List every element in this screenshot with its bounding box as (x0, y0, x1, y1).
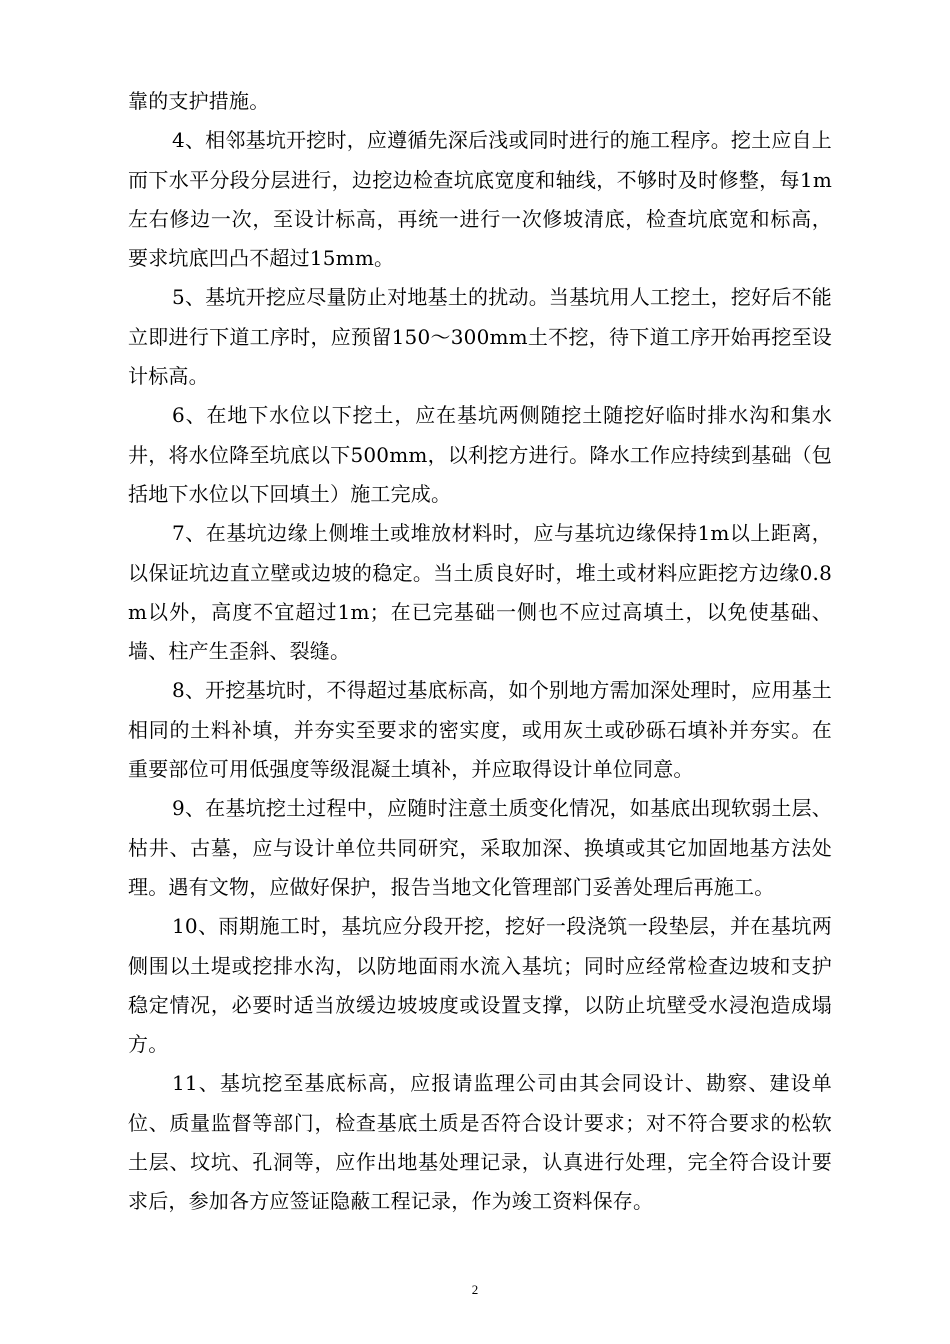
paragraph-item-10: 10、雨期施工时，基坑应分段开挖，挖好一段浇筑一段垫层，并在基坑两侧围以土堤或挖排水沟，以防地面雨水流入基坑；同时应经常检查边坡和支护稳定情况，必要时适当放缓边坡坡度或设置支撑，以防止坑壁受水浸泡造成塌方。 (128, 914, 832, 1057)
paragraph-continuation: 靠的支护措施。 (128, 89, 270, 113)
page-number: 2 (471, 1282, 479, 1297)
paragraph-item-8: 8、开挖基坑时，不得超过基底标高，如个别地方需加深处理时，应用基土相同的土料补填，并夯实至要求的密实度，或用灰土或砂砾石填补并夯实。在重要部位可用低强度等级混凝土填补，并应取得设计单位同意。 (128, 678, 832, 782)
paragraph-item-11: 11、基坑挖至基底标高，应报请监理公司由其会同设计、勘察、建设单位、质量监督等部门，检查基底土质是否符合设计要求；对不符合要求的松软土层、坟坑、孔洞等，应作出地基处理记录，认真进行处理，完全符合设计要求后，参加各方应签证隐蔽工程记录，作为竣工资料保存。 (128, 1071, 832, 1214)
paragraph-item-5: 5、基坑开挖应尽量防止对地基土的扰动。当基坑用人工挖土，挖好后不能立即进行下道工序时，应预留150～300mm土不挖，待下道工序开始再挖至设计标高。 (128, 285, 832, 389)
document-body (128, 82, 832, 1222)
paragraph-item-4: 4、相邻基坑开挖时，应遵循先深后浅或同时进行的施工程序。挖土应自上而下水平分段分层进行，边挖边检查坑底宽度和轴线，不够时及时修整，每1m左右修边一次，至设计标高，再统一进行一次修坡清底，检查坑底宽和标高，要求坑底凹凸不超过15mm。 (128, 128, 832, 271)
paragraph-item-6: 6、在地下水位以下挖土，应在基坑两侧随挖土随挖好临时排水沟和集水井，将水位降至坑底以下500mm，以利挖方进行。降水工作应持续到基础（包括地下水位以下回填土）施工完成。 (128, 403, 832, 506)
paragraph-item-7: 7、在基坑边缘上侧堆土或堆放材料时，应与基坑边缘保持1m以上距离，以保证坑边直立壁或边坡的稳定。当土质良好时，堆土或材料应距挖方边缘0.8m以外，高度不宜超过1m；在已完基础一侧也不应过高填土，以免使基础、墙、柱产生歪斜、裂缝。 (128, 521, 832, 664)
paragraph-item-9: 9、在基坑挖土过程中，应随时注意土质变化情况，如基底出现软弱土层、枯井、古墓，应与设计单位共同研究，采取加深、换填或其它加固地基方法处理。遇有文物，应做好保护，报告当地文化管理部门妥善处理后再施工。 (128, 796, 832, 899)
